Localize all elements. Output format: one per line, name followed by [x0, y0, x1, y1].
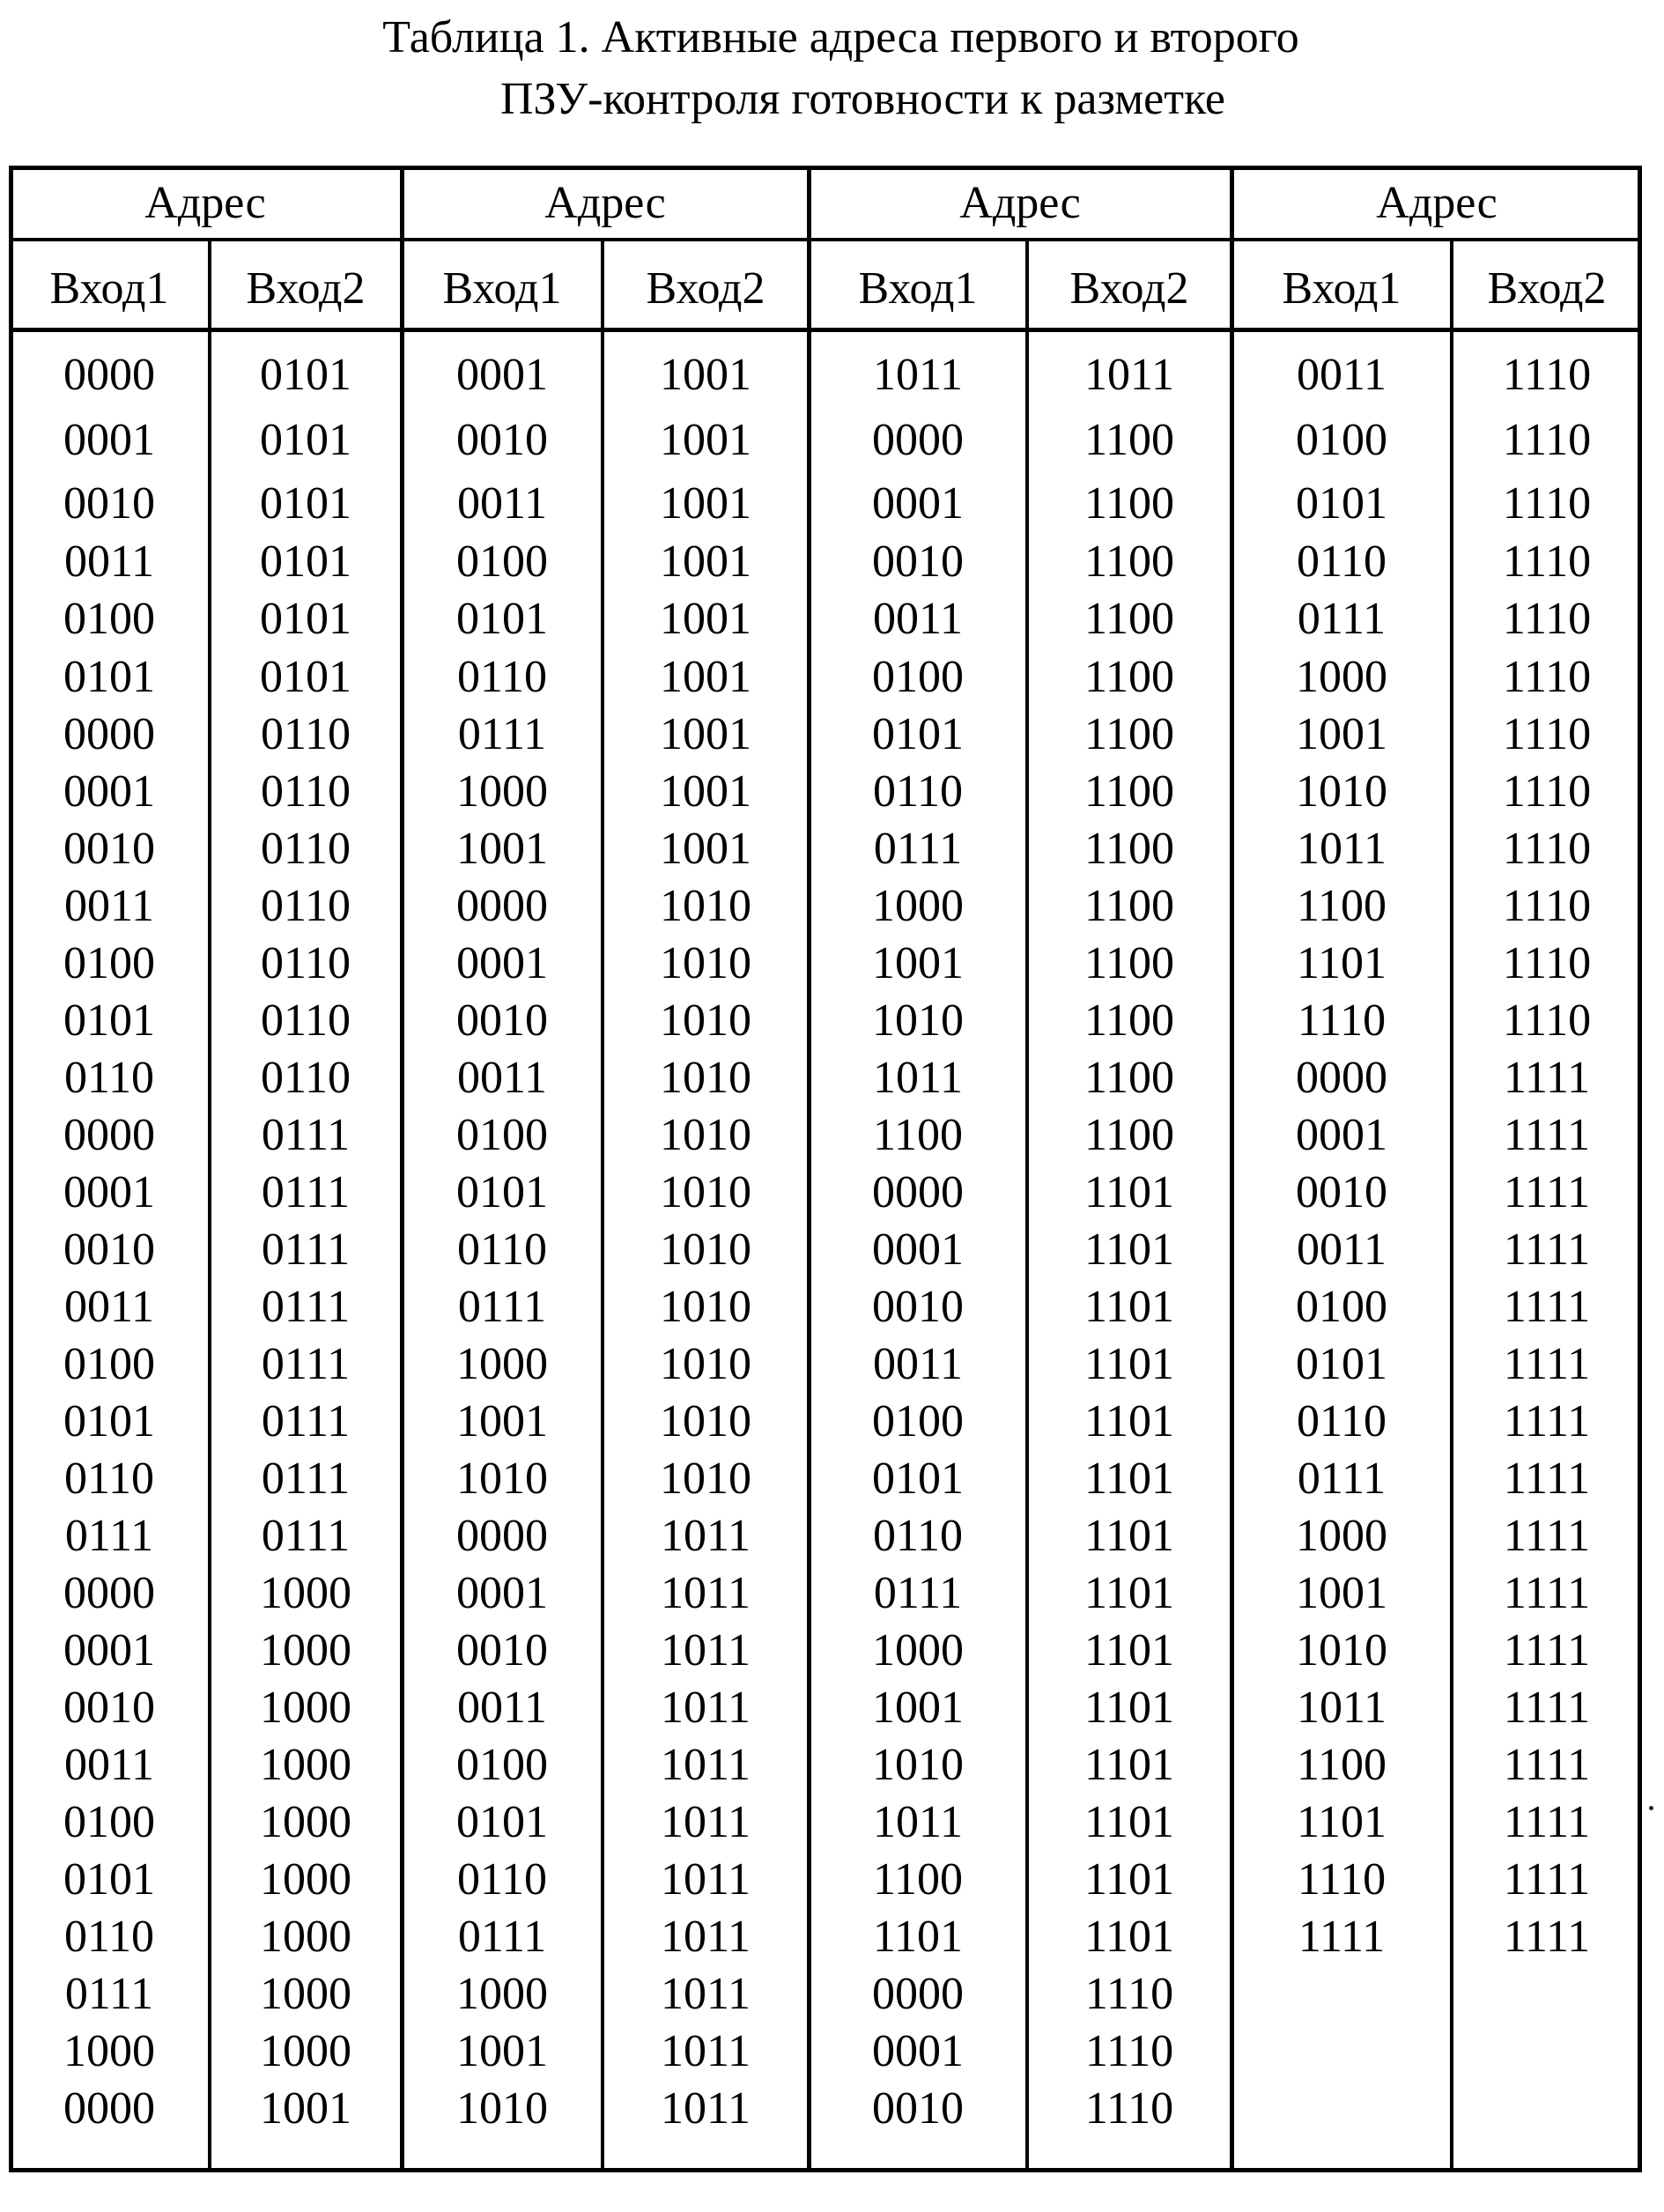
input1-cell: 0000 — [63, 709, 155, 759]
input2-cell: 1110 — [1084, 2026, 1174, 2076]
input2-cell: 1111 — [1503, 1454, 1591, 1504]
input1-cell: 0000 — [872, 1969, 964, 2019]
input1-cell: 0011 — [456, 1683, 548, 1733]
input1-cell: 0100 — [63, 1339, 155, 1389]
input1-cell: 0101 — [872, 1454, 964, 1504]
input2-column-header: Вход2 — [1069, 263, 1189, 314]
input2-cell: 0110 — [260, 995, 351, 1046]
input2-cell: 1010 — [660, 1053, 751, 1103]
input1-cell: 0011 — [63, 881, 155, 931]
input1-cell: 1110 — [1297, 995, 1387, 1046]
input2-cell: 1000 — [260, 1969, 351, 2019]
input1-cell: 0101 — [63, 1854, 155, 1905]
input2-cell: 1010 — [660, 1110, 751, 1160]
input2-cell: 1111 — [1503, 1568, 1591, 1618]
input1-cell: 0100 — [63, 938, 155, 988]
input1-cell: 0100 — [63, 1797, 155, 1847]
input1-cell: 1001 — [872, 1683, 964, 1733]
input1-cell: 1000 — [63, 2026, 155, 2076]
input2-cell: 1111 — [1503, 1683, 1591, 1733]
input1-cell: 1100 — [1296, 881, 1387, 931]
input1-cell: 0110 — [1296, 536, 1387, 587]
input1-column-header: Вход1 — [858, 263, 978, 314]
input1-cell: 0001 — [456, 938, 548, 988]
input1-cell: 0000 — [63, 2083, 155, 2134]
input1-cell: 0001 — [63, 415, 155, 465]
input1-cell: 1000 — [1296, 652, 1387, 702]
input2-cell: 1100 — [1083, 536, 1175, 587]
input2-cell: 1100 — [1083, 1110, 1175, 1160]
input1-cell: 0000 — [872, 415, 964, 465]
input2-cell: 1000 — [260, 1854, 351, 1905]
input2-cell: 1010 — [660, 995, 751, 1046]
input2-cell: 1011 — [660, 2083, 751, 2134]
input1-cell: 0010 — [63, 478, 155, 529]
input1-cell: 0000 — [872, 1167, 964, 1217]
input2-cell: 1111 — [1503, 1396, 1591, 1446]
input1-cell: 0010 — [456, 415, 548, 465]
input1-cell: 0100 — [456, 536, 548, 587]
input2-cell: 0111 — [261, 1454, 351, 1504]
input2-cell: 1001 — [660, 594, 751, 644]
input2-cell: 0110 — [260, 1053, 351, 1103]
input1-cell: 1011 — [1296, 824, 1387, 874]
input1-cell: 1010 — [456, 1454, 548, 1504]
input2-cell: 1001 — [660, 536, 751, 587]
input1-cell: 1011 — [1296, 1683, 1387, 1733]
input1-cell: 0110 — [456, 1224, 548, 1275]
input1-cell: 0010 — [872, 2083, 964, 2134]
input2-cell: 1111 — [1503, 1797, 1591, 1847]
input2-cell: 1001 — [660, 766, 751, 817]
input2-cell: 1000 — [260, 1740, 351, 1790]
input2-cell: 1101 — [1083, 1912, 1175, 1962]
input1-cell: 1010 — [872, 1740, 964, 1790]
input2-cell: 1011 — [1083, 350, 1175, 400]
input1-cell: 0001 — [63, 766, 155, 817]
input2-cell: 1010 — [660, 881, 751, 931]
input1-cell: 0100 — [1296, 415, 1387, 465]
input2-cell: 1100 — [1083, 478, 1175, 529]
input1-cell: 1001 — [456, 2026, 548, 2076]
input2-cell: 1111 — [1503, 1282, 1591, 1332]
input1-cell: 1100 — [1296, 1740, 1387, 1790]
input2-cell: 1000 — [260, 1797, 351, 1847]
input1-column-header: Вход1 — [1282, 263, 1401, 314]
input2-cell: 1111 — [1503, 1511, 1591, 1561]
input2-cell: 1110 — [1502, 536, 1592, 587]
input1-cell: 0101 — [456, 1797, 548, 1847]
input2-cell: 1111 — [1503, 1912, 1591, 1962]
input2-cell: 1110 — [1502, 881, 1592, 931]
input2-cell: 0101 — [260, 478, 351, 529]
input2-cell: 1101 — [1083, 1339, 1175, 1389]
address-group-header: Адрес — [959, 178, 1081, 228]
input2-cell: 1101 — [1083, 1568, 1175, 1618]
input1-cell: 0101 — [63, 995, 155, 1046]
input2-cell: 1000 — [260, 2026, 351, 2076]
input2-cell: 1101 — [1083, 1683, 1175, 1733]
input1-cell: 1011 — [872, 1797, 964, 1847]
input2-cell: 0111 — [261, 1110, 351, 1160]
input1-cell: 0110 — [872, 1511, 964, 1561]
input1-cell: 0000 — [1296, 1053, 1387, 1103]
input2-cell: 1011 — [660, 1969, 751, 2019]
input2-cell: 0111 — [261, 1511, 351, 1561]
input1-cell: 0110 — [63, 1454, 155, 1504]
input1-cell: 0110 — [1296, 1396, 1387, 1446]
input1-cell: 0111 — [457, 1912, 547, 1962]
input1-cell: 0010 — [63, 1683, 155, 1733]
input1-cell: 0001 — [872, 2026, 964, 2076]
input1-cell: 0111 — [64, 1969, 154, 2019]
input2-cell: 1111 — [1503, 1339, 1591, 1389]
input1-cell: 1000 — [872, 881, 964, 931]
input2-cell: 0110 — [260, 824, 351, 874]
input2-cell: 1111 — [1503, 1110, 1591, 1160]
input1-cell: 0101 — [456, 594, 548, 644]
input1-cell: 1000 — [456, 1339, 548, 1389]
input1-cell: 1101 — [872, 1912, 964, 1962]
caption-line-2: ПЗУ-контроля готовности к разметке — [499, 74, 1226, 124]
input2-cell: 1110 — [1084, 2083, 1174, 2134]
input1-cell: 1100 — [872, 1110, 964, 1160]
input1-cell: 0001 — [456, 350, 548, 400]
input2-cell: 1000 — [260, 1912, 351, 1962]
input2-cell: 1100 — [1083, 709, 1175, 759]
input2-cell: 1110 — [1502, 766, 1592, 817]
input1-cell: 0000 — [456, 1511, 548, 1561]
input2-cell: 1010 — [660, 1396, 751, 1446]
input2-cell: 1111 — [1503, 1224, 1591, 1275]
input1-cell: 0100 — [872, 1396, 964, 1446]
input2-cell: 1010 — [660, 1282, 751, 1332]
input2-cell: 0110 — [260, 766, 351, 817]
input1-cell: 0110 — [872, 766, 964, 817]
input2-cell: 0101 — [260, 415, 351, 465]
input1-cell: 1000 — [456, 766, 548, 817]
input2-cell: 0101 — [260, 652, 351, 702]
input2-cell: 1111 — [1503, 1625, 1591, 1676]
input1-cell: 1001 — [872, 938, 964, 988]
input1-cell: 0010 — [456, 1625, 548, 1676]
input2-cell: 1011 — [660, 1854, 751, 1905]
input2-cell: 1011 — [660, 1912, 751, 1962]
input2-cell: 1001 — [660, 478, 751, 529]
input1-cell: 0111 — [1297, 1454, 1387, 1504]
input1-cell: 1000 — [456, 1969, 548, 2019]
input1-cell: 0110 — [63, 1053, 155, 1103]
input1-cell: 0001 — [63, 1167, 155, 1217]
input1-cell: 1001 — [1296, 1568, 1387, 1618]
input2-cell: 1101 — [1083, 1167, 1175, 1217]
input2-cell: 1110 — [1502, 478, 1592, 529]
input1-cell: 0101 — [63, 1396, 155, 1446]
input2-cell: 0110 — [260, 938, 351, 988]
input2-cell: 1100 — [1083, 415, 1175, 465]
input1-cell: 1111 — [1298, 1912, 1386, 1962]
input1-cell: 0110 — [456, 652, 548, 702]
input2-cell: 1110 — [1502, 415, 1592, 465]
input1-cell: 0000 — [63, 350, 155, 400]
address-group-header: Адрес — [1376, 178, 1498, 228]
input2-cell: 1101 — [1083, 1282, 1175, 1332]
input2-cell: 1101 — [1083, 1740, 1175, 1790]
input2-cell: 1110 — [1502, 938, 1592, 988]
input2-cell: 1010 — [660, 1224, 751, 1275]
input2-cell: 1001 — [660, 415, 751, 465]
input1-cell: 1101 — [1296, 1797, 1387, 1847]
input2-cell: 1001 — [660, 709, 751, 759]
input2-cell: 1101 — [1083, 1454, 1175, 1504]
input1-cell: 0010 — [63, 824, 155, 874]
input2-cell: 1111 — [1503, 1740, 1591, 1790]
input1-cell: 1010 — [1296, 766, 1387, 817]
header-bottom-line — [9, 328, 1642, 332]
input2-cell: 1110 — [1502, 824, 1592, 874]
input1-cell: 0101 — [1296, 1339, 1387, 1389]
input2-cell: 1011 — [660, 1740, 751, 1790]
input1-cell: 0011 — [63, 1740, 155, 1790]
input2-cell: 1100 — [1083, 881, 1175, 931]
input2-cell: 1100 — [1083, 824, 1175, 874]
header-divider-line — [9, 238, 1642, 241]
input2-cell: 1110 — [1502, 652, 1592, 702]
input1-cell: 0011 — [1296, 1224, 1387, 1275]
input1-cell: 0111 — [457, 1282, 547, 1332]
input2-cell: 1100 — [1083, 766, 1175, 817]
input1-cell: 1110 — [1297, 1854, 1387, 1905]
input2-cell: 0101 — [260, 594, 351, 644]
input2-cell: 1100 — [1083, 1053, 1175, 1103]
input1-cell: 0101 — [1296, 478, 1387, 529]
input1-cell: 0100 — [456, 1110, 548, 1160]
input2-cell: 1100 — [1083, 594, 1175, 644]
input2-cell: 1100 — [1083, 995, 1175, 1046]
input1-cell: 1100 — [872, 1854, 964, 1905]
input1-cell: 0100 — [63, 594, 155, 644]
input2-cell: 0111 — [261, 1282, 351, 1332]
input2-cell: 0111 — [261, 1167, 351, 1217]
input1-cell: 1010 — [872, 995, 964, 1046]
input2-cell: 1101 — [1083, 1854, 1175, 1905]
input2-column-header: Вход2 — [1487, 263, 1607, 314]
input2-cell: 0110 — [260, 881, 351, 931]
input2-cell: 0110 — [260, 709, 351, 759]
input1-cell: 0110 — [63, 1912, 155, 1962]
table-caption — [0, 7, 1664, 130]
input2-cell: 1011 — [660, 1568, 751, 1618]
input2-cell: 1100 — [1083, 938, 1175, 988]
input1-cell: 0111 — [873, 824, 963, 874]
input2-cell: 1001 — [660, 350, 751, 400]
input1-cell: 0100 — [1296, 1282, 1387, 1332]
input2-cell: 1101 — [1083, 1511, 1175, 1561]
input1-cell: 1011 — [872, 350, 964, 400]
input1-cell: 0011 — [1296, 350, 1387, 400]
input1-cell: 0011 — [456, 478, 548, 529]
input1-cell: 0101 — [872, 709, 964, 759]
input1-cell: 0100 — [456, 1740, 548, 1790]
address-group-header: Адрес — [544, 178, 666, 228]
input1-cell: 1000 — [1296, 1511, 1387, 1561]
input1-cell: 1001 — [456, 1396, 548, 1446]
caption-line-1: Таблица 1. Активные адреса первого и второго — [382, 12, 1299, 63]
scan-speck — [1649, 1806, 1653, 1810]
input1-cell: 0011 — [63, 1282, 155, 1332]
input2-cell: 1000 — [260, 1683, 351, 1733]
input1-cell: 1010 — [1296, 1625, 1387, 1676]
input1-cell: 0010 — [456, 995, 548, 1046]
input1-cell: 0010 — [872, 536, 964, 587]
input1-cell: 0010 — [1296, 1167, 1387, 1217]
input1-cell: 1101 — [1296, 938, 1387, 988]
input2-cell: 1001 — [260, 2083, 351, 2134]
input2-cell: 0111 — [261, 1339, 351, 1389]
input2-column-header: Вход2 — [246, 263, 366, 314]
input1-cell: 0001 — [872, 1224, 964, 1275]
input1-column-header: Вход1 — [442, 263, 562, 314]
input2-cell: 1001 — [660, 824, 751, 874]
input1-cell: 1000 — [872, 1625, 964, 1676]
input1-cell: 0011 — [872, 1339, 964, 1389]
input2-cell: 1010 — [660, 1339, 751, 1389]
input1-cell: 0101 — [63, 652, 155, 702]
input2-cell: 1110 — [1502, 594, 1592, 644]
input2-cell: 1110 — [1502, 350, 1592, 400]
input2-cell: 1110 — [1502, 709, 1592, 759]
input1-cell: 1001 — [1296, 709, 1387, 759]
input1-cell: 1011 — [872, 1053, 964, 1103]
input1-cell: 0000 — [63, 1568, 155, 1618]
input2-cell: 1010 — [660, 1167, 751, 1217]
input1-cell: 0011 — [63, 536, 155, 587]
input2-cell: 1010 — [660, 1454, 751, 1504]
input1-cell: 0111 — [64, 1511, 154, 1561]
address-group-header: Адрес — [144, 178, 266, 228]
input1-cell: 0101 — [456, 1167, 548, 1217]
input2-cell: 1111 — [1503, 1167, 1591, 1217]
input1-cell: 0010 — [872, 1282, 964, 1332]
input1-cell: 0001 — [1296, 1110, 1387, 1160]
input1-cell: 0111 — [1297, 594, 1387, 644]
input2-cell: 1000 — [260, 1625, 351, 1676]
input2-cell: 0111 — [261, 1224, 351, 1275]
input2-cell: 1011 — [660, 2026, 751, 2076]
input1-cell: 0010 — [63, 1224, 155, 1275]
input1-cell: 1010 — [456, 2083, 548, 2134]
input1-cell: 0000 — [456, 881, 548, 931]
input1-cell: 0000 — [63, 1110, 155, 1160]
input2-cell: 0101 — [260, 350, 351, 400]
input1-cell: 1001 — [456, 824, 548, 874]
input2-cell: 0101 — [260, 536, 351, 587]
input2-cell: 1000 — [260, 1568, 351, 1618]
input2-cell: 1110 — [1084, 1969, 1174, 2019]
input2-column-header: Вход2 — [646, 263, 765, 314]
input2-cell: 1111 — [1503, 1854, 1591, 1905]
input1-cell: 0111 — [457, 709, 547, 759]
input1-cell: 0001 — [456, 1568, 548, 1618]
input2-cell: 1011 — [660, 1797, 751, 1847]
input2-cell: 1100 — [1083, 652, 1175, 702]
input1-column-header: Вход1 — [49, 263, 169, 314]
input2-cell: 1011 — [660, 1625, 751, 1676]
input2-cell: 1111 — [1503, 1053, 1591, 1103]
input1-cell: 0011 — [456, 1053, 548, 1103]
input2-cell: 1101 — [1083, 1396, 1175, 1446]
input2-cell: 1101 — [1083, 1797, 1175, 1847]
input2-cell: 1101 — [1083, 1625, 1175, 1676]
input2-cell: 1011 — [660, 1511, 751, 1561]
input2-cell: 1011 — [660, 1683, 751, 1733]
input2-cell: 0111 — [261, 1396, 351, 1446]
input1-cell: 0111 — [873, 1568, 963, 1618]
input1-cell: 0001 — [872, 478, 964, 529]
input2-cell: 1101 — [1083, 1224, 1175, 1275]
input2-cell: 1010 — [660, 938, 751, 988]
input2-cell: 1001 — [660, 652, 751, 702]
input1-cell: 0110 — [456, 1854, 548, 1905]
input1-cell: 0011 — [872, 594, 964, 644]
input2-cell: 1110 — [1502, 995, 1592, 1046]
input1-cell: 0001 — [63, 1625, 155, 1676]
input1-cell: 0100 — [872, 652, 964, 702]
